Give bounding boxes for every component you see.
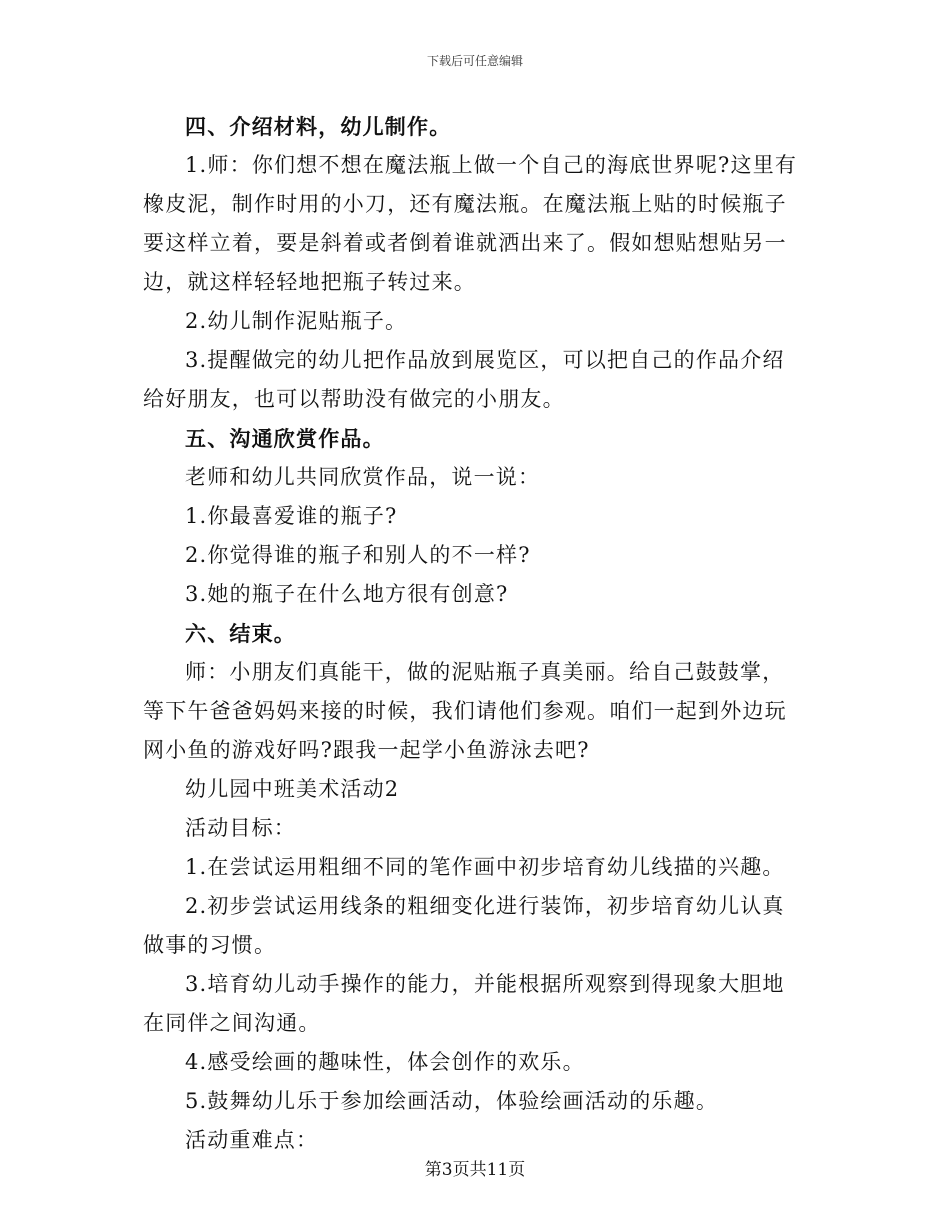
paragraph: 2.幼儿制作泥贴瓶子。 <box>185 309 408 333</box>
document-body <box>143 107 803 1160</box>
list-item: 3.培育幼儿动手操作的能力，并能根据所观察到得现象大胆地在同伴之间沟通。 <box>143 972 785 1035</box>
list-item: 1.在尝试运用粗细不同的笔作画中初步培育幼儿线描的兴趣。 <box>185 855 785 879</box>
subheading-key-points: 活动重难点： <box>185 1128 319 1152</box>
activity-title: 幼儿园中班美术活动2 <box>185 777 400 801</box>
list-item: 4.感受绘画的趣味性，体会创作的欢乐。 <box>185 1050 585 1074</box>
subheading-goals: 活动目标： <box>185 816 296 840</box>
list-item: 1.你最喜爱谁的瓶子? <box>185 504 398 528</box>
page-footer: 第3页共11页 <box>424 1160 526 1180</box>
list-item: 2.你觉得谁的瓶子和别人的不一样? <box>185 543 531 567</box>
section-heading-6: 六、结束。 <box>185 621 296 646</box>
page-header: 下载后可任意编辑 <box>426 54 523 68</box>
paragraph: 师：小朋友们真能干，做的泥贴瓶子真美丽。给自己鼓鼓掌，等下午爸爸妈妈来接的时候，我们请他们参观。咱们一起到外边玩网小鱼的游戏好吗?跟我一起学小鱼游泳去吧? <box>143 660 787 762</box>
paragraph: 3.提醒做完的幼儿把作品放到展览区，可以把自己的作品介绍给好朋友，也可以帮助没有做完的小朋友。 <box>143 348 785 411</box>
paragraph: 1.师：你们想不想在魔法瓶上做一个自己的海底世界呢?这里有橡皮泥，制作时用的小刀，还有魔法瓶。在魔法瓶上贴的时候瓶子要这样立着，要是斜着或者倒着谁就洒出来了。假如想贴想贴另一边，就这样轻轻地把瓶子转过来。 <box>143 153 798 294</box>
list-item: 2.初步尝试运用线条的粗细变化进行装饰，初步培育幼儿认真做事的习惯。 <box>143 894 785 957</box>
paragraph: 老师和幼儿共同欣赏作品，说一说： <box>185 465 541 489</box>
section-heading-5: 五、沟通欣赏作品。 <box>185 426 385 451</box>
section-heading-4: 四、介绍材料，幼儿制作。 <box>185 114 452 139</box>
list-item: 3.她的瓶子在什么地方很有创意? <box>185 582 509 606</box>
list-item: 5.鼓舞幼儿乐于参加绘画活动，体验绘画活动的乐趣。 <box>185 1089 719 1113</box>
